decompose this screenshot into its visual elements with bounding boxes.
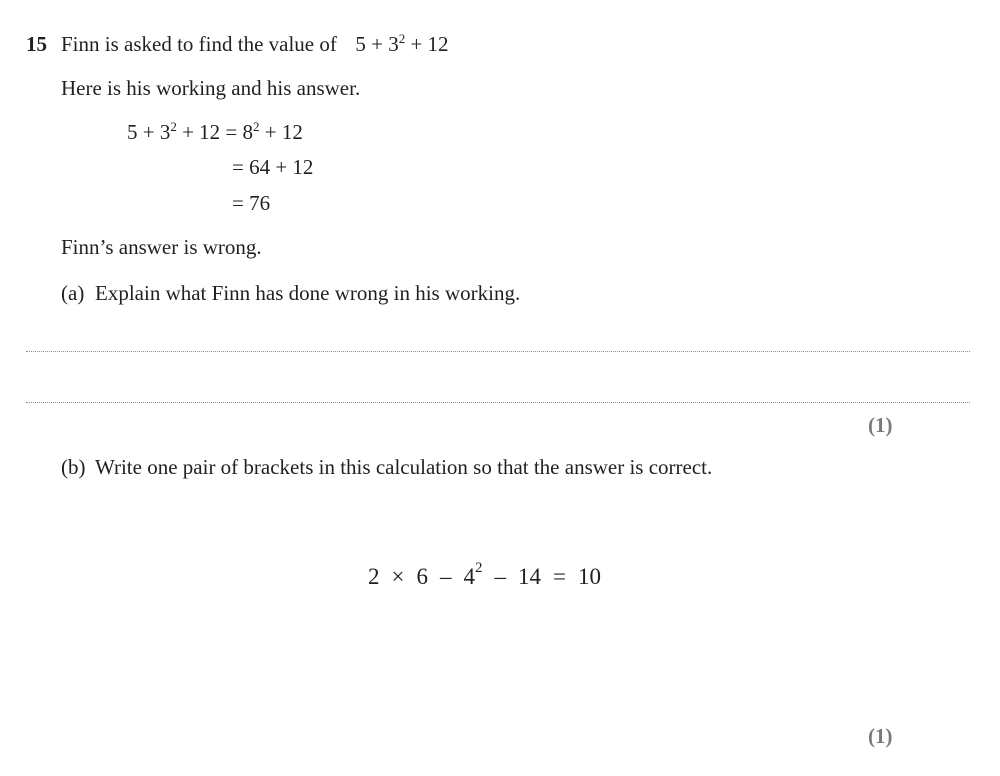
part-b-marks: (1)	[868, 724, 893, 748]
part-a-label: (a)	[61, 281, 85, 305]
answer-line-1[interactable]	[26, 351, 970, 352]
part-b-label: (b)	[61, 455, 86, 479]
working-line-1: $5 + 3^2 + 12 = 8^2 + 12$	[127, 119, 303, 144]
question-header	[26, 34, 47, 55]
part-a-prompt: Explain what Finn has done wrong in his working.	[95, 281, 521, 305]
working-intro: Here is his working and his answer.	[61, 76, 361, 100]
question-stem-text: Finn is asked to find the value of	[61, 32, 337, 56]
calc-minus-2: –	[494, 564, 506, 589]
part-a-marks: (1)	[868, 413, 893, 437]
calc-minus-1: –	[439, 564, 452, 589]
calc-result: 10	[577, 564, 601, 589]
stem-expression: $5 + 3^2 + 12$	[355, 31, 449, 56]
calc-exponent: 2	[474, 560, 483, 576]
calc-equals: =	[552, 564, 566, 589]
part-b-prompt: Write one pair of brackets in this calculation so that the answer is correct.	[95, 455, 713, 479]
question-number: 15	[26, 32, 47, 56]
question-stem	[61, 31, 449, 56]
calc-term-4: 14	[517, 564, 541, 589]
working-line-2: = 64 + 12	[232, 155, 314, 179]
working-line-3: = 76	[232, 191, 271, 215]
calc-times: ×	[391, 564, 405, 589]
answer-line-2[interactable]	[26, 402, 970, 403]
wrong-answer-statement: Finn’s answer is wrong.	[61, 235, 262, 259]
bracket-calculation[interactable]	[368, 560, 601, 590]
calc-term-3: 4	[463, 564, 475, 589]
calc-term-2: 6	[416, 564, 428, 589]
calc-term-1: 2	[368, 564, 380, 589]
